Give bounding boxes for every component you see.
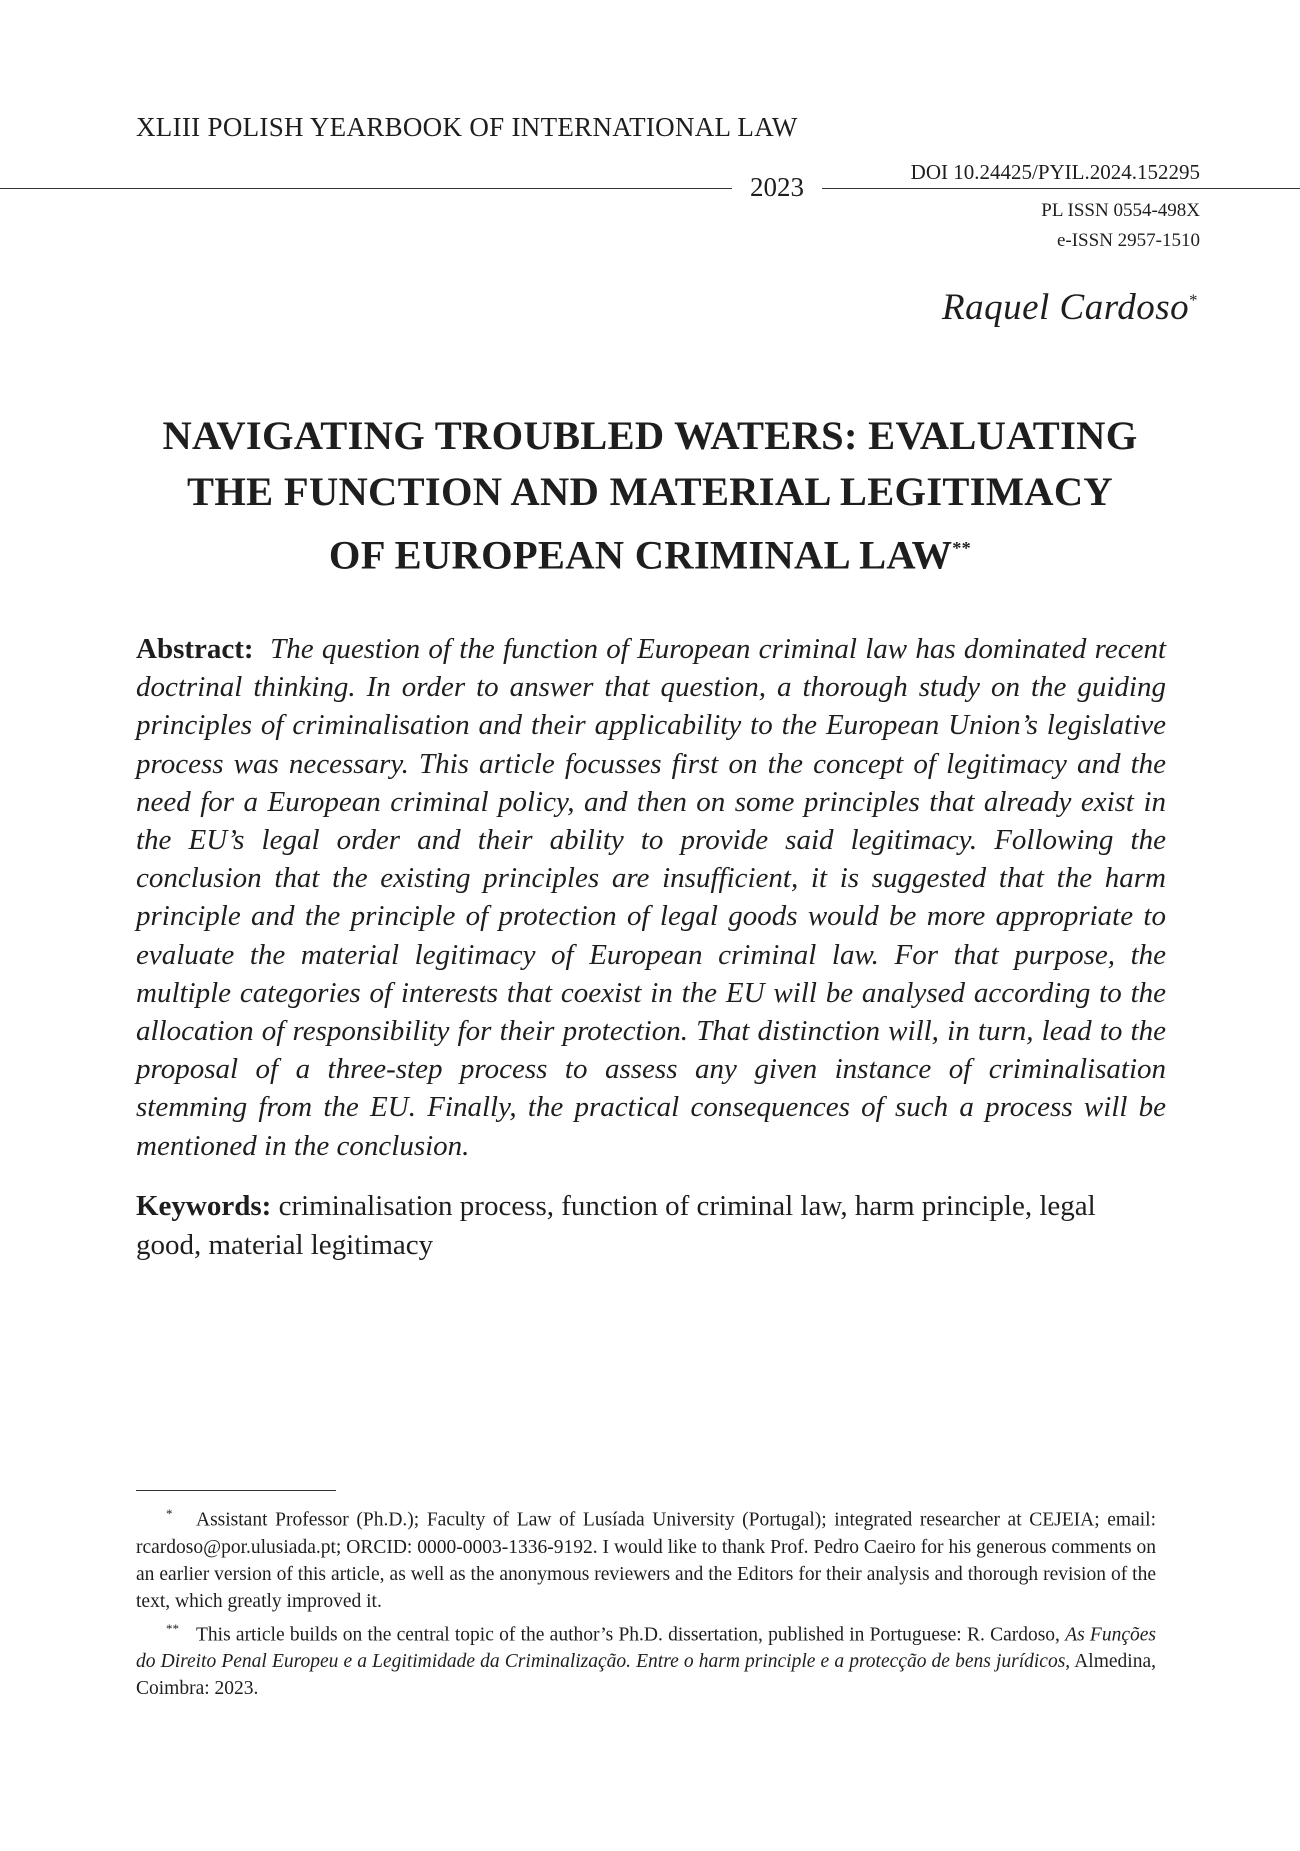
footnote-2	[136, 1615, 1156, 1703]
footnotes	[136, 1500, 1156, 1702]
title-line-2: THE FUNCTION AND MATERIAL LEGITIMACY	[187, 469, 1113, 514]
keywords-text: criminalisation process, function of criminal law, harm principle, legal good, material legitimacy	[136, 1190, 1096, 1261]
author-name-text: Raquel Cardoso	[942, 287, 1190, 328]
footnote-2-text: This article builds on the central topic of the author’s Ph.D. dissertation, published in Portuguese: R. Cardoso,	[196, 1624, 1060, 1645]
title-line-1: NAVIGATING TROUBLED WATERS: EVALUATING	[162, 413, 1138, 458]
article-title	[120, 408, 1180, 584]
eissn: e-ISSN 2957-1510	[1056, 230, 1200, 251]
footnote-1-mark: *	[166, 1506, 173, 1521]
issue-year: 2023	[750, 172, 804, 202]
title-footnote-mark: **	[952, 538, 972, 558]
footnote-2-publisher: , Almedina, Coimbra: 2023.	[136, 1651, 1156, 1699]
footnote-1	[136, 1500, 1156, 1615]
abstract-text: The question of the function of European criminal law has dominated recent doctrinal thinking. In order to answer that question, a thorough study on the guiding principles of criminalisation and their applicability to the European Union’s legislative process was necessary. This article focusses first on the concept of legitimacy and the need for a European criminal policy, and then on some principles that already exist in the EU’s legal order and their ability to provide said legitimacy. Following the conclusion that the existing principles are insufficient, it is suggested that the harm principle and the principle of protection of legal goods would be more appropriate to evaluate the material legitimacy of European criminal law. For that purpose, the multiple categories of interests that coexist in the EU will be analysed according to the allocation of responsibility for their protection. That distinction will, in turn, lead to the proposal of a three-step process to assess any given instance of criminalisation stemming from the EU. Finally, the practical consequences of such a process will be mentioned in the conclusion.	[136, 633, 1167, 1162]
header-rule-left	[0, 188, 732, 189]
keywords	[136, 1187, 1166, 1265]
author-name	[942, 286, 1198, 329]
header-rule-right	[822, 188, 1300, 189]
keywords-label: Keywords:	[136, 1190, 272, 1222]
title-line-3: OF EUROPEAN CRIMINAL LAW	[328, 532, 953, 578]
abstract-label: Abstract:	[136, 633, 254, 665]
footnote-divider	[136, 1490, 336, 1491]
issn: PL ISSN 0554-498X	[1041, 200, 1200, 221]
doi: DOI 10.24425/PYIL.2024.152295	[910, 160, 1200, 184]
footnote-1-text: Assistant Professor (Ph.D.); Faculty of Law of Lusíada University (Portugal); integrated researcher at CEJEIA; email: rcardoso@por.ulusiada.pt; ORCID: 0000-0003-1336-9192. I would like to thank Prof. Pedro Caeiro for his generous comments on an earlier version of this article, as well as the anonymous reviewers and the Editors for their analysis and thorough revision of the text, which greatly improved it.	[136, 1509, 1156, 1612]
abstract	[136, 630, 1166, 1165]
author-footnote-mark: *	[1189, 290, 1198, 310]
footnote-2-mark: **	[166, 1620, 179, 1636]
journal-title: XLIII POLISH YEARBOOK OF INTERNATIONAL LAW	[136, 112, 798, 142]
footnote-2-book-title: As Funções do Direito Penal Europeu e a Legitimidade da Criminalização. Entre o harm principle e a protecção de bens jurídicos	[136, 1624, 1156, 1672]
